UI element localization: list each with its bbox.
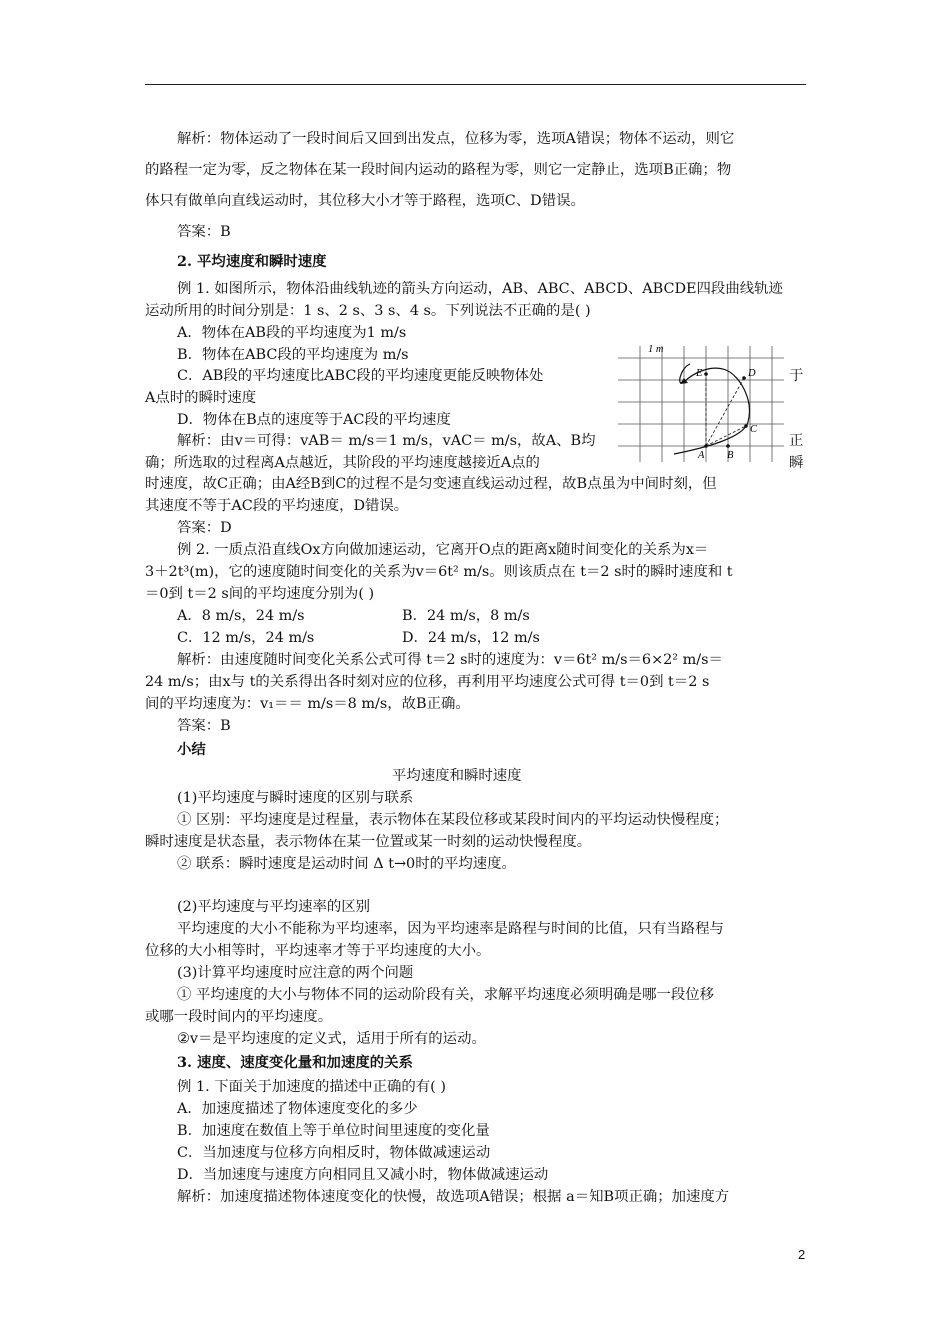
text-line: ② 联系：瞬时速度是运动时间 Δ t→0时的平均速度。	[177, 856, 516, 872]
text-line: 的路程一定为零，反之物体在某一段时间内运动的路程为零，则它一定静止，选项B正确；物	[145, 162, 732, 178]
text-line: (2)平均速度与平均速率的区别	[177, 899, 371, 915]
text-line: 24 m/s；由x与 t的关系得出各时刻对应的位移，再利用平均速度公式可得 t＝0到 t＝2 s	[145, 674, 710, 690]
text-line: 时速度，故C正确；由A经B到C的过程不是匀变速直线运动过程，故B点虽为中间时刻，但	[145, 476, 717, 492]
text-line: A点时的瞬时速度	[145, 390, 257, 406]
text-line: 解析：由v＝可得：vAB＝ m/s＝1 m/s，vAC＝ m/s，故A、B均	[177, 433, 596, 449]
section-heading: 2. 平均速度和瞬时速度	[177, 253, 327, 270]
text-line: ① 平均速度的大小与物体不同的运动阶段有关，求解平均速度必须明确是哪一段位移	[177, 987, 715, 1003]
text-line: 答案：B	[177, 224, 231, 240]
point-label-c: C	[750, 424, 758, 435]
trajectory-figure	[614, 338, 784, 468]
option-line: A．物体在AB段的平均速度为1 m/s	[177, 325, 407, 341]
text-line: 例 1. 下面关于加速度的描述中正确的有( )	[177, 1079, 446, 1095]
dashed-chord-ad	[706, 378, 744, 446]
text-line: 解析：由速度随时间变化关系公式可得 t＝2 s时的速度为：v＝6t² m/s＝6×2² m/s＝	[177, 652, 723, 668]
text-line: 体只有做单向直线运动时，其位移大小才等于路程，选项C、D错误。	[145, 193, 585, 209]
text-line: ②v＝是平均速度的定义式，适用于所有的运动。	[177, 1031, 486, 1047]
figure-grid	[618, 346, 784, 462]
text-line: (1)平均速度与瞬时速度的区别与联系	[177, 790, 414, 806]
text-line: 位移的大小相等时，平均速率才等于平均速度的大小。	[145, 943, 491, 959]
option-line: C．12 m/s，24 m/s	[177, 630, 315, 646]
option-line: B．物体在ABC段的平均速度为 m/s	[177, 347, 409, 363]
scale-label: 1 m	[648, 344, 664, 355]
option-line: C．当加速度与位移方向相反时，物体做减速运动	[177, 1145, 491, 1161]
text-line: 瞬	[789, 455, 804, 471]
text-line: ① 区别：平均速度是过程量，表示物体在某段位移或某段时间内的平均运动快慢程度；	[177, 812, 729, 828]
option-line: D．24 m/s，12 m/s	[402, 630, 540, 646]
section-heading: 小结	[177, 741, 206, 758]
option-line: C．AB段的平均速度比ABC段的平均速度更能反映物体处	[177, 368, 544, 384]
text-line: 或哪一段时间内的平均速度。	[145, 1009, 333, 1025]
text-line: 确；所选取的过程离A点越近，其阶段的平均速度越接近A点的	[145, 455, 540, 471]
option-line: B．加速度在数值上等于单位时间里速度的变化量	[177, 1123, 490, 1139]
text-line: 例 1. 如图所示，物体沿曲线轨迹的箭头方向运动，AB、ABC、ABCD、ABCDE四段曲线轨迹	[177, 281, 783, 297]
option-line: A．加速度描述了物体速度变化的多少	[177, 1101, 418, 1117]
text-line: 间的平均速度为：v₁＝＝ m/s＝8 m/s，故B正确。	[145, 696, 470, 712]
option-line: D．物体在B点的速度等于AC段的平均速度	[177, 412, 451, 428]
point-label-d: D	[748, 368, 756, 379]
text-line: 平均速度的大小不能称为平均速率，因为平均速率是路程与时间的比值，只有当路程与	[177, 921, 724, 937]
text-line: 答案：D	[177, 520, 232, 536]
option-line: B．24 m/s，8 m/s	[402, 608, 530, 624]
section-heading: 3. 速度、速度变化量和加速度的关系	[177, 1054, 413, 1071]
text-line: 答案：B	[177, 718, 231, 734]
text-line: 解析：加速度描述物体速度变化的快慢，故选项A错误；根据 a＝知B项正确；加速度方	[177, 1189, 730, 1205]
text-line: 解析：物体运动了一段时间后又回到出发点，位移为零，选项A错误；物体不运动，则它	[177, 131, 735, 147]
text-line: 运动所用的时间分别是：1 s、2 s、3 s、4 s。下列说法不正确的是( )	[145, 303, 591, 319]
page-number: 2	[798, 1247, 806, 1262]
text-line: 3＋2t³(m)，它的速度随时间变化的关系为v＝6t² m/s。则该质点在 t＝2 s时的瞬时速度和 t	[145, 564, 733, 580]
text-line: 例 2. 一质点沿直线Ox方向做加速运动，它离开O点的距离x随时间变化的关系为x＝	[177, 542, 709, 558]
point-label-e: E	[696, 368, 703, 379]
text-line: 于	[789, 368, 804, 384]
option-line: A．8 m/s，24 m/s	[177, 608, 305, 624]
option-line: D．当加速度与速度方向相同且又减小时，物体做减速运动	[177, 1167, 549, 1183]
text-line: (3)计算平均速度时应注意的两个问题	[177, 965, 414, 981]
header-rule	[145, 84, 806, 85]
text-line: ＝0到 t＝2 s间的平均速度分别为( )	[145, 586, 375, 602]
point-label-b: B	[727, 450, 734, 461]
point-label-a: A	[698, 450, 705, 461]
text-line: 瞬时速度是状态量，表示物体在某一位置或某一时刻的运动快慢程度。	[145, 834, 592, 850]
text-line: 其速度不等于AC段的平均速度，D错误。	[145, 498, 409, 514]
subsection-title: 平均速度和瞬时速度	[392, 768, 522, 784]
trajectory-curve	[674, 364, 749, 454]
text-line: 正	[789, 433, 804, 449]
